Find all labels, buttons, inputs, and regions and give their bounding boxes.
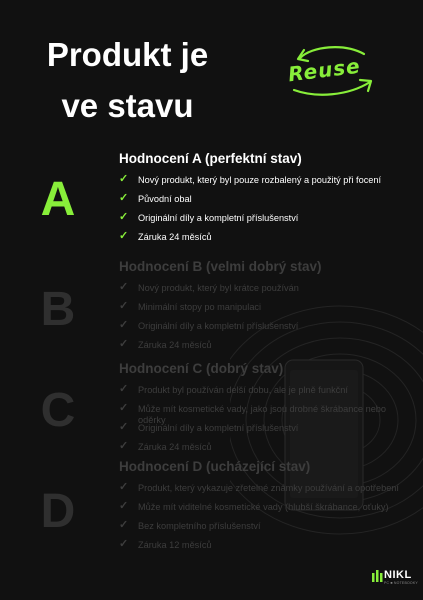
list-item: ✓ Může mít viditelné kosmetické vady (hlubší škrábance, oťuky) — [119, 500, 389, 512]
grade-a-heading: Hodnocení A (perfektní stav) — [119, 151, 302, 166]
grade-d-section — [119, 459, 409, 559]
list-item: ✓ Originální díly a kompletní příslušenství — [119, 319, 299, 331]
grade-letter-a: A — [40, 173, 76, 226]
checkmark-icon: ✓ — [119, 230, 129, 242]
grade-d-heading: Hodnocení D (ucházející stav) — [119, 459, 311, 474]
nikl-logo — [372, 568, 418, 590]
reuse-logo — [282, 44, 378, 100]
brand-name: NIKL — [384, 569, 412, 581]
checkmark-icon: ✓ — [119, 481, 129, 493]
checkmark-icon: ✓ — [119, 383, 129, 395]
grade-letter-d: D — [40, 485, 76, 538]
list-item: ✓ Záruka 12 měsíců — [119, 538, 212, 550]
checkmark-icon: ✓ — [119, 519, 129, 531]
checkmark-icon: ✓ — [119, 402, 129, 414]
checkmark-icon: ✓ — [119, 319, 129, 331]
list-item: ✓ Může mít kosmetické vady, jako jsou drobné škrábance nebo oděrky — [119, 402, 387, 425]
brand-tagline: PC ■ NOTEBOOKY — [384, 581, 418, 585]
reuse-text: Reuse — [286, 53, 362, 87]
list-item: ✓ Produkt byl používán delší dobu, ale je plně funkční — [119, 383, 348, 395]
checkmark-icon: ✓ — [119, 281, 129, 293]
list-item: ✓ Originální díly a kompletní příslušenství — [119, 421, 299, 433]
list-item: ✓ Původní obal — [119, 192, 192, 204]
list-item: ✓ Záruka 24 měsíců — [119, 230, 212, 242]
list-item: ✓ Originální díly a kompletní příslušenství — [119, 211, 299, 223]
list-item: ✓ Nový produkt, který byl pouze rozbalený a použitý při focení — [119, 173, 382, 185]
grade-letter-b: B — [40, 283, 76, 336]
grade-a-section — [119, 151, 409, 251]
grade-b-section — [119, 259, 409, 359]
checkmark-icon: ✓ — [119, 538, 129, 550]
grade-b-heading: Hodnocení B (velmi dobrý stav) — [119, 259, 322, 274]
checkmark-icon: ✓ — [119, 421, 129, 433]
list-item: ✓ Produkt, který vykazuje zřetelné známky používání a opotřebení — [119, 481, 399, 493]
grade-c-heading: Hodnocení C (dobrý stav) — [119, 361, 284, 376]
list-item: ✓ Záruka 24 měsíců — [119, 440, 212, 452]
grade-letter-c: C — [40, 384, 76, 437]
list-item: ✓ Nový produkt, který byl krátce používán — [119, 281, 299, 293]
checkmark-icon: ✓ — [119, 211, 129, 223]
checkmark-icon: ✓ — [119, 500, 129, 512]
list-item: ✓ Bez kompletního příslušenství — [119, 519, 261, 531]
checkmark-icon: ✓ — [119, 338, 129, 350]
checkmark-icon: ✓ — [119, 192, 129, 204]
checkmark-icon: ✓ — [119, 440, 129, 452]
list-item: ✓ Minimální stopy po manipulaci — [119, 300, 262, 312]
page-title-line-1: Produkt je — [46, 36, 209, 73]
checkmark-icon: ✓ — [119, 173, 129, 185]
list-item: ✓ Záruka 24 měsíců — [119, 338, 212, 350]
nikl-logo-icon — [372, 570, 383, 582]
page-title-line-2: ve stavu — [61, 87, 194, 124]
grade-c-section — [119, 361, 409, 461]
checkmark-icon: ✓ — [119, 300, 129, 312]
